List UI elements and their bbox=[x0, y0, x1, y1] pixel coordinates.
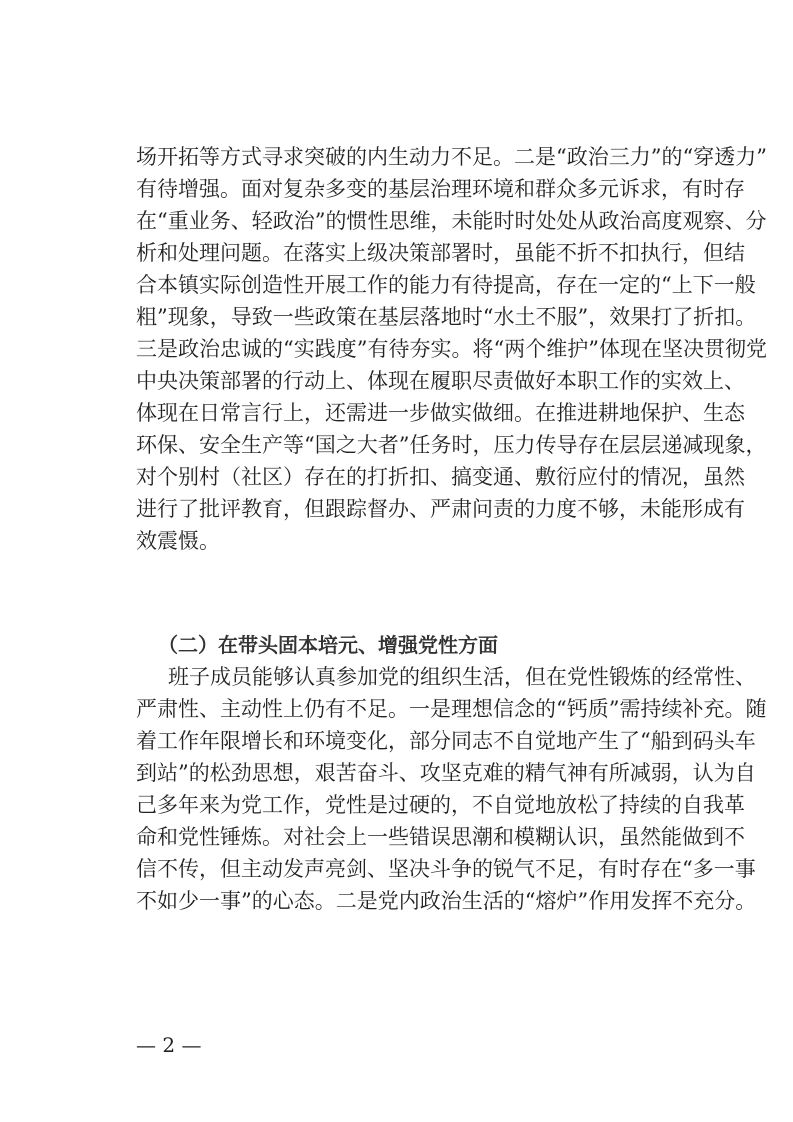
text-line: 严肃性、主动性上仍有不足。一是理想信念的“钙质”需持续补充。随 bbox=[136, 697, 767, 721]
text-line: 析和处理问题。在落实上级决策部署时，虽能不折不扣执行，但结 bbox=[136, 241, 745, 265]
text-line: 班子成员能够认真参加党的组织生活，但在党性锻炼的经常性、 bbox=[168, 665, 756, 689]
text-line: 粗”现象，导致一些政策在基层落地时“水土不服”，效果打了折扣。 bbox=[136, 305, 757, 329]
text-line: 在“重业务、轻政治”的惯性思维，未能时时处处从政治高度观察、分 bbox=[136, 209, 767, 233]
text-line: 对个别村（社区）存在的打折扣、搞变通、敷衍应付的情况，虽然 bbox=[136, 465, 745, 489]
text-line: 体现在日常言行上，还需进一步做实做细。在推进耕地保护、生态 bbox=[136, 401, 745, 425]
text-line: 有待增强。面对复杂多变的基层治理环境和群众多元诉求，有时存 bbox=[136, 177, 745, 201]
section-heading: （二）在带头固本培元、增强党性方面 bbox=[158, 633, 498, 657]
text-line: 不如少一事”的心态。二是党内政治生活的“熔炉”作用发挥不充分。 bbox=[136, 889, 757, 913]
text-line: 三是政治忠诚的“实践度”有待夯实。将“两个维护”体现在坚决贯彻党 bbox=[136, 337, 767, 361]
text-line: 中央决策部署的行动上、体现在履职尽责做好本职工作的实效上、 bbox=[136, 369, 745, 393]
text-line: 命和党性锤炼。对社会上一些错误思潮和模糊认识，虽然能做到不 bbox=[136, 825, 745, 849]
text-line: 合本镇实际创造性开展工作的能力有待提高，存在一定的“上下一般 bbox=[136, 273, 756, 297]
text-line: 己多年来为党工作，党性是过硬的，不自觉地放松了持续的自我革 bbox=[136, 793, 745, 817]
text-line: 效震慑。 bbox=[136, 529, 220, 553]
text-line: 进行了批评教育，但跟踪督办、严肃问责的力度不够，未能形成有 bbox=[136, 497, 745, 521]
text-line: 信不传，但主动发声亮剑、坚决斗争的锐气不足，有时存在“多一事 bbox=[136, 857, 756, 881]
page-number: — 2 — bbox=[136, 1033, 202, 1057]
text-line: 着工作年限增长和环境变化，部分同志不自觉地产生了“船到码头车 bbox=[136, 729, 756, 753]
text-line: 场开拓等方式寻求突破的内生动力不足。二是“政治三力”的“穿透力” bbox=[136, 145, 767, 169]
text-line: 到站”的松劲思想，艰苦奋斗、攻坚克难的精气神有所减弱，认为自 bbox=[136, 761, 756, 785]
text-line: 环保、安全生产等“国之大者”任务时，压力传导存在层层递减现象， bbox=[136, 433, 767, 457]
